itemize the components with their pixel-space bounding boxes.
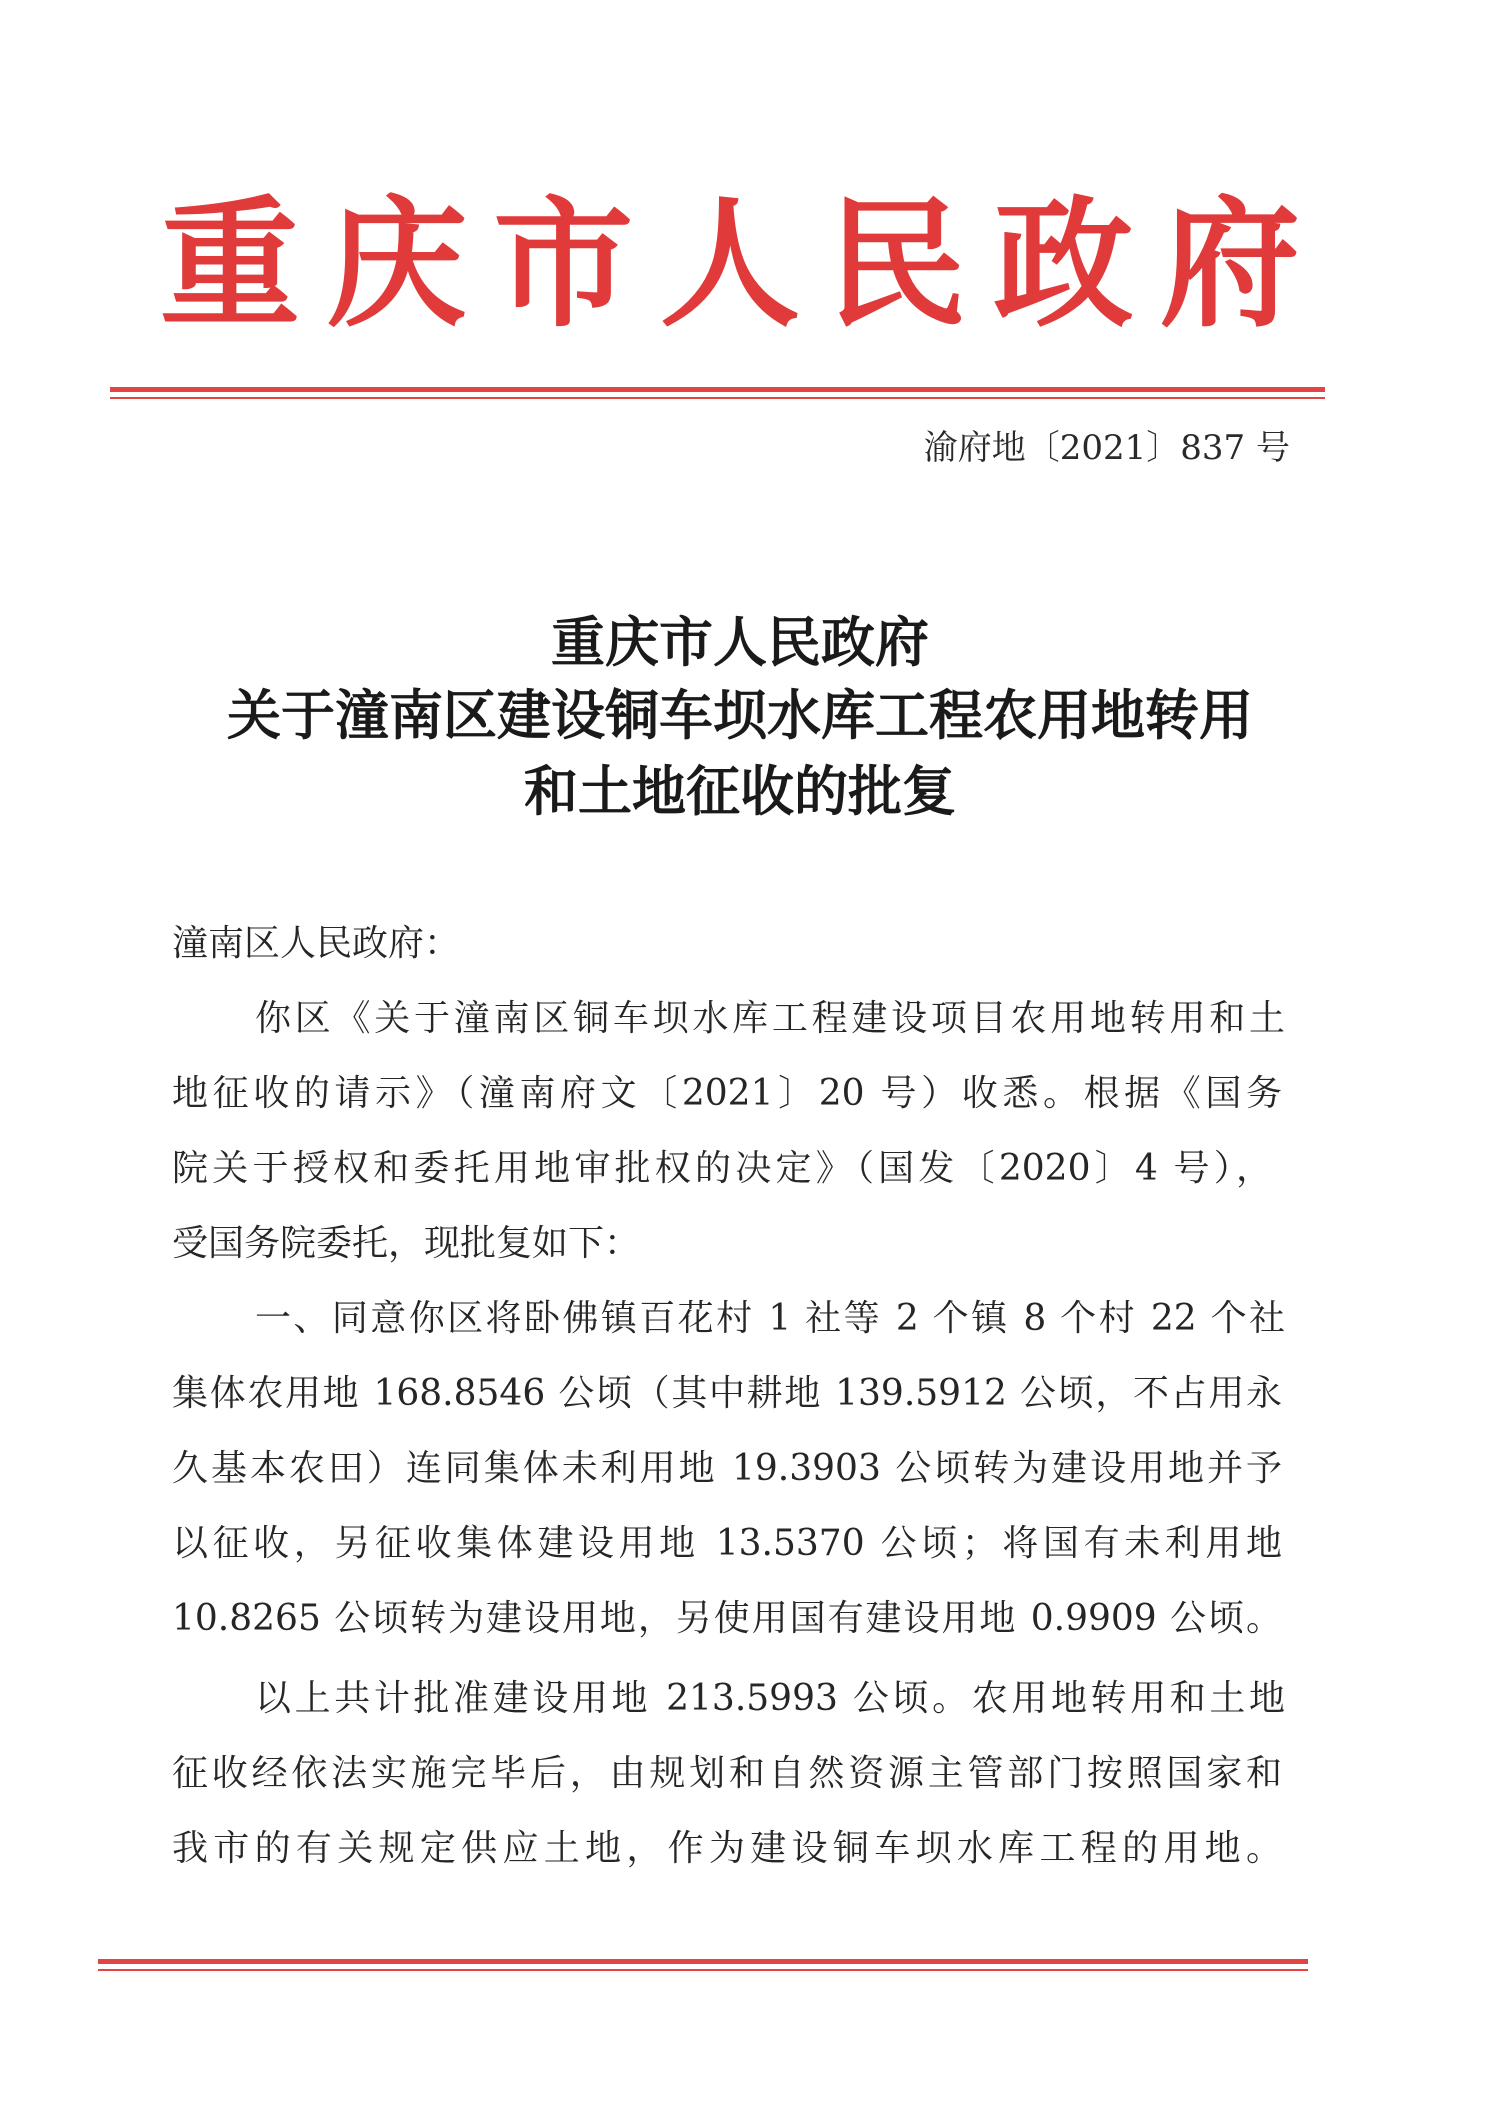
body-line-10: 以上共计批准建设用地 213.5993 公顷。农用地转用和土地 — [255, 1678, 1285, 1719]
body-line-11: 征收经依法实施完毕后，由规划和自然资源主管部门按照国家和 — [172, 1753, 1282, 1794]
document-number: 渝府地〔2021〕837 号 — [923, 428, 1290, 468]
footer-divider-thick — [98, 1959, 1308, 1964]
masthead-divider-thick — [110, 387, 1325, 392]
masthead-title: 重庆市人民政府 — [160, 183, 1300, 347]
body-line-6: 集体农用地 168.8546 公顷（其中耕地 139.5912 公顷，不占用永 — [172, 1373, 1282, 1414]
masthead-divider-thin — [110, 397, 1325, 399]
recipient-line: 潼南区人民政府： — [172, 923, 461, 964]
body-line-5: 一、同意你区将卧佛镇百花村 1 社等 2 个镇 8 个村 22 个社 — [255, 1298, 1285, 1339]
document-title-line-1: 重庆市人民政府 — [551, 610, 929, 674]
body-line-8: 以征收，另征收集体建设用地 13.5370 公顷；将国有未利用地 — [172, 1523, 1282, 1564]
body-line-12: 我市的有关规定供应土地，作为建设铜车坝水库工程的用地。 — [172, 1828, 1282, 1869]
body-line-1: 你区《关于潼南区铜车坝水库工程建设项目农用地转用和土 — [255, 998, 1285, 1039]
document-title-line-3: 和土地征收的批复 — [524, 759, 956, 823]
document-title-line-2: 关于潼南区建设铜车坝水库工程农用地转用 — [227, 683, 1253, 747]
footer-divider-thin — [98, 1969, 1308, 1971]
body-line-3: 院关于授权和委托用地审批权的决定》（国发〔2020〕4 号）， — [172, 1148, 1272, 1189]
body-line-9: 10.8265 公顷转为建设用地，另使用国有建设用地 0.9909 公顷。 — [172, 1598, 1282, 1639]
body-line-4: 受国务院委托，现批复如下： — [172, 1223, 641, 1264]
body-line-2: 地征收的请示》（潼南府文〔2021〕20 号）收悉。根据《国务 — [172, 1073, 1282, 1114]
body-line-7: 久基本农田）连同集体未利用地 19.3903 公顷转为建设用地并予 — [172, 1448, 1282, 1489]
